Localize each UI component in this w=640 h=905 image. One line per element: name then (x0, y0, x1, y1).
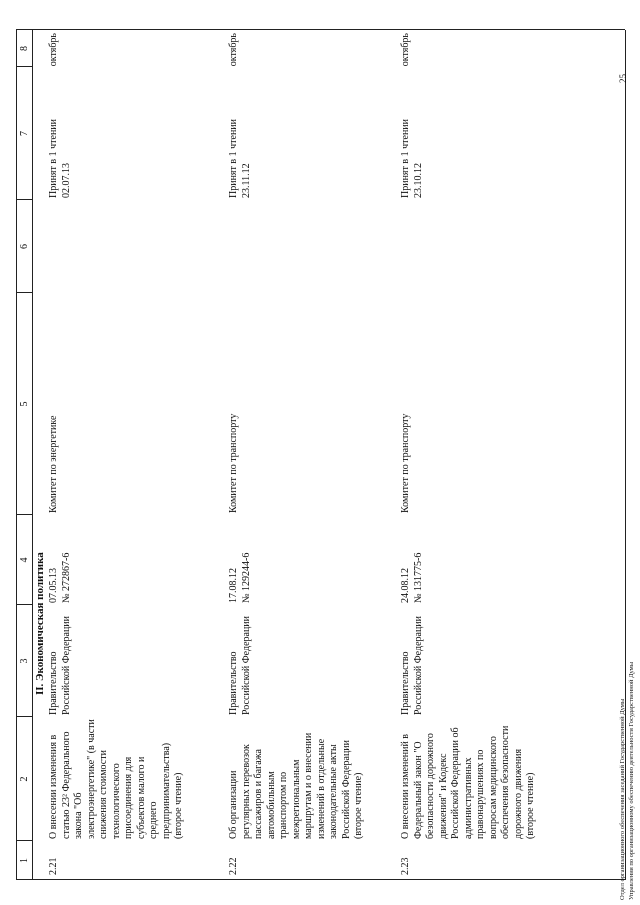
bill-registration: 17.08.12 № 129244-6 (228, 552, 252, 603)
bill-registration: 24.08.12 № 131775-6 (400, 552, 424, 603)
col-header-5: 5 (19, 401, 30, 407)
col-header-7: 7 (19, 131, 30, 136)
bill-title: О внесении изменения в статью 23² Федерального закона "Об электроэнергетике" (в части снижения стоимости технологического присоединения для субъектов малого и среднего предпринимательства) (второе чтение) (48, 719, 184, 839)
col-border-8 (16, 29, 625, 30)
bill-committee: Комитет по транспорту (400, 413, 411, 513)
row-number: 2.21 (48, 857, 59, 875)
section-title: II. Экономическая политика (34, 552, 46, 695)
bill-initiator: Правительство Российской Федерации (400, 615, 424, 715)
col-header-6: 6 (19, 244, 30, 249)
bill-initiator: Правительство Российской Федерации (228, 615, 252, 715)
bill-status: Принят в 1 чтении 02.07.13 (48, 118, 72, 198)
col-header-2: 2 (19, 776, 30, 782)
col-header-8: 8 (19, 46, 30, 51)
table-top-border (16, 30, 17, 880)
row-number: 2.22 (228, 857, 239, 875)
bill-month: октябрь (400, 33, 411, 67)
bill-month: октябрь (48, 33, 59, 67)
col-border-0 (16, 879, 625, 880)
col-header-3: 3 (19, 658, 30, 664)
bill-month: октябрь (228, 33, 239, 67)
bill-status: Принят в 1 чтении 23.10.12 (400, 118, 424, 198)
bill-initiator: Правительство Российской Федерации (48, 615, 72, 715)
bill-committee: Комитет по транспорту (228, 413, 239, 513)
bill-status: Принят в 1 чтении 23.11.12 (228, 118, 252, 198)
bill-title: О внесении изменений в Федеральный закон "О безопасности дорожного движения" и Кодекс Российской Федерации об административных правонарушениях по вопросам медицинского обеспечения безопасности дорожного движения (второе чтение) (400, 725, 536, 839)
col-header-4: 4 (19, 557, 30, 563)
col-header-1: 1 (19, 858, 30, 863)
page-number: 25 (618, 74, 628, 83)
page-footer: Отдел организационного обеспечения заседаний Государственной Думы Управления по организационному обеспечению деятельности Государственной Думы (619, 661, 635, 900)
row-number: 2.23 (400, 857, 411, 875)
bill-registration: 07.05.13 № 272867-6 (48, 552, 72, 603)
bill-title: Об организации регулярных перевозок пассажиров и багажа автомобильным транспортом по межрегиональным маршрутам и о внесении изменений в отдельные законодательные акты Российской Федерации (второе чтение) (228, 732, 364, 839)
bill-committee: Комитет по энергетике (48, 415, 59, 513)
header-separator (32, 30, 33, 880)
